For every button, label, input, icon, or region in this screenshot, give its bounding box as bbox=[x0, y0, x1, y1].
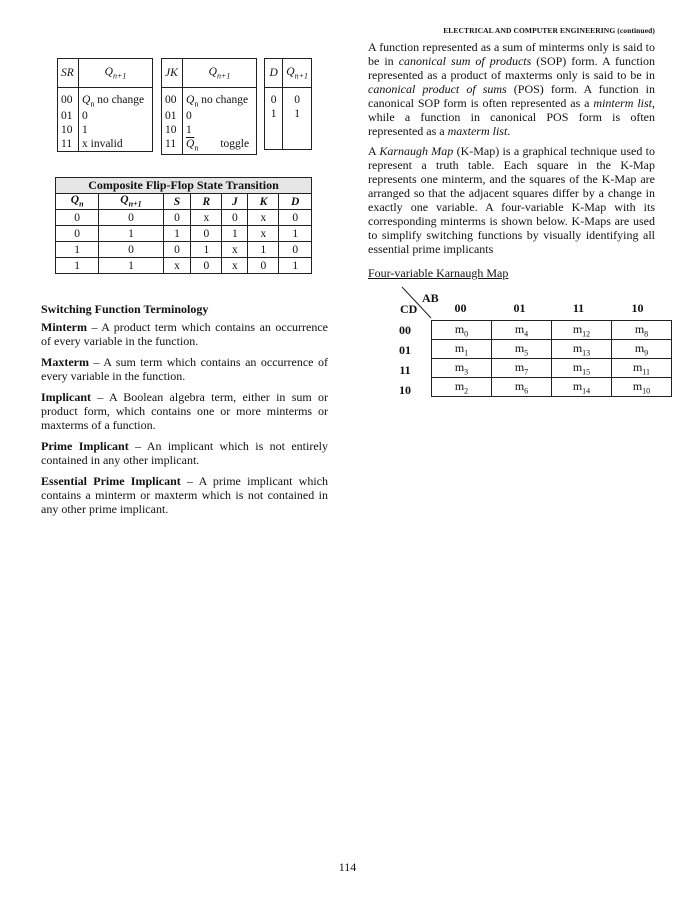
definition-maxterm: Maxterm – A sum term which contains an occurrence of every variable in the function. bbox=[41, 355, 328, 383]
sr-row: 11 x invalid bbox=[58, 137, 153, 152]
definition-minterm: Minterm – A product term which contains an occurrence of every variable in the function. bbox=[41, 320, 328, 348]
sr-row: 00 $Q_n$ no change bbox=[58, 93, 153, 109]
kmap-row-label: 11 bbox=[399, 363, 411, 377]
definition-implicant: Implicant – A Boolean algebra term, either in sum or product form, which contains one or more minterms or maxterms of a function. bbox=[41, 390, 328, 432]
kmap-cell: $m_9$ bbox=[612, 340, 672, 359]
jk-row: 10 1 bbox=[162, 123, 257, 137]
terminology-section bbox=[41, 302, 328, 523]
kmap-cell: $m_3$ bbox=[432, 359, 492, 378]
kmap-cell: $m_7$ bbox=[492, 359, 552, 378]
table-row: 1 1 x 0 x 0 1 bbox=[56, 258, 312, 274]
page-header: ELECTRICAL AND COMPUTER ENGINEERING (continued) bbox=[443, 26, 655, 35]
kmap-caption: Four-variable Karnaugh Map bbox=[368, 266, 509, 280]
kmap-cell: $m_4$ bbox=[492, 321, 552, 340]
kmap-cell: $m_5$ bbox=[492, 340, 552, 359]
karnaugh-map bbox=[398, 286, 678, 406]
d-header-next-state: $Q_{n+1}$ bbox=[283, 59, 312, 88]
kmap-cell: $m_{13}$ bbox=[552, 340, 612, 359]
sr-header-next-state: $Q_{n+1}$ bbox=[79, 59, 153, 88]
kmap-row bbox=[432, 321, 672, 340]
kmap-row bbox=[432, 378, 672, 397]
kmap-cell: $m_{14}$ bbox=[552, 378, 612, 397]
kmap-ab-label: AB bbox=[422, 291, 439, 305]
kmap-col-label: 11 bbox=[572, 301, 585, 315]
kmap-row-label: 00 bbox=[399, 323, 411, 337]
d-row: 1 1 bbox=[265, 107, 312, 121]
sr-row: 01 0 bbox=[58, 109, 153, 123]
d-header-input: D bbox=[265, 59, 283, 88]
kmap-row bbox=[432, 359, 672, 378]
kmap-cell: $m_{10}$ bbox=[612, 378, 672, 397]
definition-prime-implicant: Prime Implicant – An implicant which is not entirely contained in any other implicant. bbox=[41, 439, 328, 467]
composite-table-title: Composite Flip-Flop State Transition bbox=[56, 178, 312, 194]
kmap-cell: $m_{15}$ bbox=[552, 359, 612, 378]
composite-flipflop-table bbox=[55, 177, 312, 274]
kmap-cell: $m_2$ bbox=[432, 378, 492, 397]
table-row: 1 0 0 1 x 1 0 bbox=[56, 242, 312, 258]
jk-flipflop-table bbox=[161, 58, 257, 155]
kmap-cell: $m_0$ bbox=[432, 321, 492, 340]
d-flipflop-table bbox=[264, 58, 312, 150]
kmap-grid bbox=[431, 320, 672, 397]
d-row: 0 0 bbox=[265, 93, 312, 107]
kmap-row-label: 10 bbox=[399, 383, 411, 397]
kmap-cell: $m_{12}$ bbox=[552, 321, 612, 340]
composite-header-row: $Q_n$ $Q_{n+1}$ S R J K D bbox=[56, 194, 312, 210]
table-row: 0 1 1 0 1 x 1 bbox=[56, 226, 312, 242]
sr-flipflop-table bbox=[57, 58, 153, 152]
definition-essential-prime-implicant: Essential Prime Implicant – A prime implicant which contains a minterm or maxterm which is not contained in any other prime implicant. bbox=[41, 474, 328, 516]
right-column-text bbox=[368, 40, 655, 262]
paragraph-karnaugh-map: A Karnaugh Map (K-Map) is a graphical technique used to represent a truth table. Each square in the K-Map represents one minterm, and the squares of the K-Map are arranged so that the adjacent squares differ by a change in exactly one variable. A four-variable K-Map with its corresponding minterms is shown below. K-Maps are used to simplify switching functions by visually identifying all essential prime implicants bbox=[368, 144, 655, 256]
kmap-cell: $m_8$ bbox=[612, 321, 672, 340]
jk-header-next-state: $Q_{n+1}$ bbox=[183, 59, 257, 88]
page-number: 114 bbox=[338, 860, 357, 874]
jk-header-inputs: JK bbox=[162, 59, 183, 88]
kmap-cd-label: CD bbox=[400, 302, 418, 316]
paragraph-canonical-forms: A function represented as a sum of minterms only is said to be in canonical sum of products (SOP) form. A function represented as a product of maxterms only is said to be in canonical product of sums (POS) form. A function in canonical SOP form is often represented as a minterm list, while a function in canonical POS form is often represented as a maxterm list. bbox=[368, 40, 655, 138]
sr-header-inputs: SR bbox=[58, 59, 79, 88]
kmap-row bbox=[432, 340, 672, 359]
kmap-col-label: 10 bbox=[631, 301, 644, 315]
jk-row: 01 0 bbox=[162, 109, 257, 123]
kmap-cell: $m_1$ bbox=[432, 340, 492, 359]
table-row: 0 0 0 x 0 x 0 bbox=[56, 210, 312, 226]
terminology-heading: Switching Function Terminology bbox=[41, 302, 209, 316]
kmap-cell: $m_{11}$ bbox=[612, 359, 672, 378]
kmap-col-label: 01 bbox=[513, 301, 526, 315]
sr-row: 10 1 bbox=[58, 123, 153, 137]
kmap-col-label: 00 bbox=[454, 301, 467, 315]
kmap-cell: $m_6$ bbox=[492, 378, 552, 397]
jk-row: 00 $Q_n$ no change bbox=[162, 93, 257, 109]
kmap-row-label: 01 bbox=[399, 343, 411, 357]
jk-row: 11 $\overline{Q}_n$ toggle bbox=[162, 137, 257, 154]
